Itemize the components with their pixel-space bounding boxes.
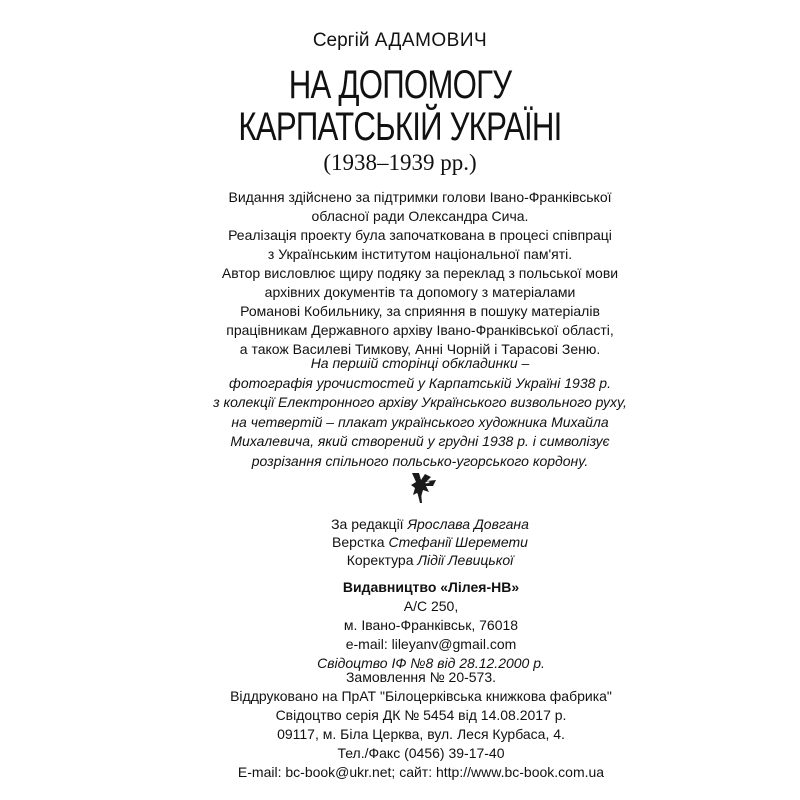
layout-name: Стефанії Шеремети (388, 534, 528, 550)
printer-line: Віддруковано на ПрАТ "Білоцерківська книжкова фабрика" (230, 688, 612, 704)
credits-line: Автор висловлює щиру подяку за переклад з польської мови (221, 265, 619, 281)
book-title-line-1: НА ДОПОМОГУ (288, 63, 512, 107)
credits-line: архівних документів та допомогу з матеріалами (264, 284, 576, 300)
layout-role: Верстка (332, 534, 385, 550)
proofreader-name: Лідії Левицької (417, 552, 514, 568)
credits-line: обласної ради Олександра Сича. (311, 208, 529, 224)
cover-note-paragraph (0, 354, 800, 471)
lileya-publisher-logo-icon (409, 471, 439, 505)
publisher-name: Видавництво «Лілея-НВ» (342, 579, 520, 595)
book-years: (1938–1939 рр.) (323, 150, 477, 175)
layout-line (0, 533, 800, 551)
credits-line: Видання здійснено за підтримки голови Івано-Франківської (228, 189, 612, 205)
credits-line: з Українським інститутом національної пам'яті. (267, 246, 573, 262)
publisher-email: e-mail: lileyanv@gmail.com (345, 636, 517, 652)
editor-line (0, 515, 800, 533)
cover-note-line: На першій сторінці обкладинки – (310, 355, 530, 371)
credits-line: Реалізація проекту була започаткована в процесі співпраці (228, 227, 612, 243)
cover-note-line: з колекції Електронного архіву Українського визвольного руху, (213, 394, 627, 410)
editor-name: Ярослава Довгана (407, 516, 529, 532)
credits-line: Романові Кобильнику, за сприяння в пошуку матеріалів (240, 303, 600, 319)
author-first-name: Сергій (312, 30, 370, 51)
printer-line: E-mail: bc-book@ukr.net; сайт: http://www.bc-book.com.ua (237, 764, 605, 780)
publisher-block (0, 578, 800, 673)
printer-line: 09117, м. Біла Церква, вул. Леся Курбаса, 4. (277, 726, 565, 742)
author-line (0, 30, 800, 52)
credits-line: працівникам Державного архіву Івано-Франківської області, (226, 322, 614, 338)
editors-block (0, 515, 800, 569)
cover-note-line: на четвертій – плакат українського художника Михайла (231, 413, 609, 430)
cover-note-line: фотографія урочистостей у Карпатській Україні 1938 р. (229, 374, 611, 391)
printer-line: Свідоцтво серія ДК № 5454 від 14.08.2017 р. (275, 707, 567, 723)
author-last-name: АДАМОВИЧ (374, 30, 488, 51)
publisher-po-box: А/С 250, (403, 598, 459, 614)
printer-line: Тел./Факс (0456) 39-17-40 (337, 745, 505, 761)
proofreader-role: Коректура (346, 552, 414, 568)
publisher-city: м. Івано-Франківськ, 76018 (343, 617, 519, 633)
cover-note-line: Михалевича, який створений у грудні 1938 р. і символізує (230, 433, 610, 449)
proofreader-line (0, 551, 800, 569)
publisher-certificate: Свідоцтво ІФ №8 від 28.12.2000 р. (317, 655, 545, 671)
credits-line: а також Василеві Тимкову, Анні Чорній і Тарасові Зеню. (239, 341, 601, 357)
printer-line: Замовлення № 20-573. (345, 669, 497, 685)
printer-block (0, 668, 800, 782)
cover-note-line: розрізання спільного польсько-угорського кордону. (251, 452, 589, 469)
editor-role: За редакції (331, 516, 404, 532)
credits-paragraph (0, 188, 800, 359)
book-title-line-2: КАРПАТСЬКІЙ УКРАЇНІ (238, 105, 562, 149)
